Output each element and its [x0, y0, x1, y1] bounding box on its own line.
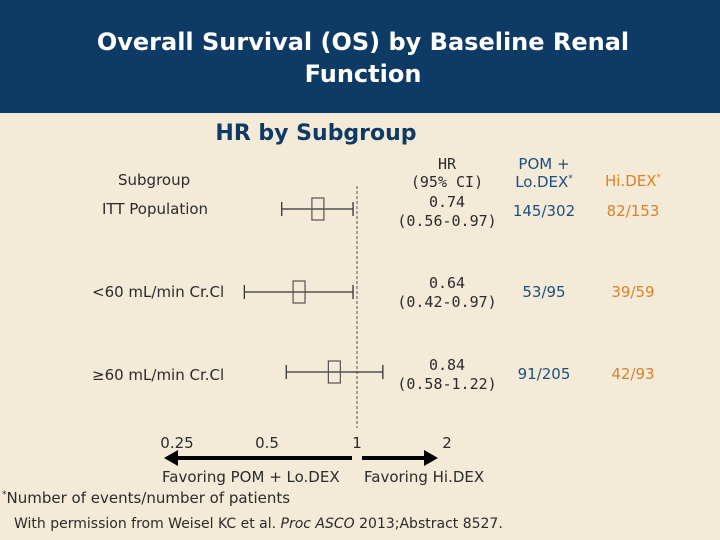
hr-header-line1: HR [437, 155, 457, 173]
footnote-text: Number of events/number of patients [6, 489, 291, 507]
row-ci-high-crcl: (0.58-1.22) [397, 375, 497, 393]
row-ci-low-crcl: (0.42-0.97) [397, 293, 497, 311]
citation-prefix: With permission from Weisel KC et al. [14, 516, 281, 532]
favoring-right-label: Favoring Hi.DEX [364, 468, 485, 486]
subgroup-column-header: Subgroup [118, 171, 191, 189]
row-pom-low-crcl: 53/95 [522, 283, 566, 301]
pom-header-asterisk: * [568, 174, 573, 184]
row-label-itt: ITT Population [102, 200, 209, 218]
row-hi-itt: 82/153 [606, 202, 660, 220]
row-hr-value-itt: 0.74 [428, 193, 466, 211]
pom-header-line1: POM + [518, 155, 570, 173]
favor-left-arrowhead [164, 450, 178, 466]
footnote-asterisk: * [2, 490, 7, 500]
x-tick-label: 0.25 [160, 434, 194, 452]
hi-header-text: Hi.DEX [604, 172, 657, 190]
favoring-left-label: Favoring POM + Lo.DEX [162, 468, 340, 486]
x-tick-label: 0.5 [255, 434, 279, 452]
row-pom-itt: 145/302 [512, 202, 576, 220]
citation-suffix: 2013;Abstract 8527. [354, 516, 503, 532]
hr-header-line2: (95% CI) [410, 173, 484, 191]
pom-header-text: Lo.DEX [515, 173, 569, 191]
row-hr-value-high-crcl: 0.84 [428, 356, 466, 374]
x-tick-label: 2 [442, 434, 452, 452]
row-hi-high-crcl: 42/93 [611, 365, 655, 383]
favor-right-arrowhead [424, 450, 438, 466]
citation-journal: Proc ASCO [280, 516, 355, 532]
hi-header-asterisk: * [656, 173, 662, 183]
slide-title: Overall Survival (OS) by Baseline Renal Function [96, 28, 630, 88]
x-tick-label: 1 [352, 434, 362, 452]
row-hi-low-crcl: 39/59 [611, 283, 655, 301]
row-label-low-crcl: <60 mL/min Cr.Cl [92, 283, 225, 301]
row-label-high-crcl: ≥60 mL/min Cr.Cl [92, 366, 225, 384]
chart-subtitle: HR by Subgroup [215, 121, 417, 146]
row-ci-itt: (0.56-0.97) [397, 212, 497, 230]
row-pom-high-crcl: 91/205 [517, 365, 571, 383]
row-hr-value-low-crcl: 0.64 [428, 274, 466, 292]
